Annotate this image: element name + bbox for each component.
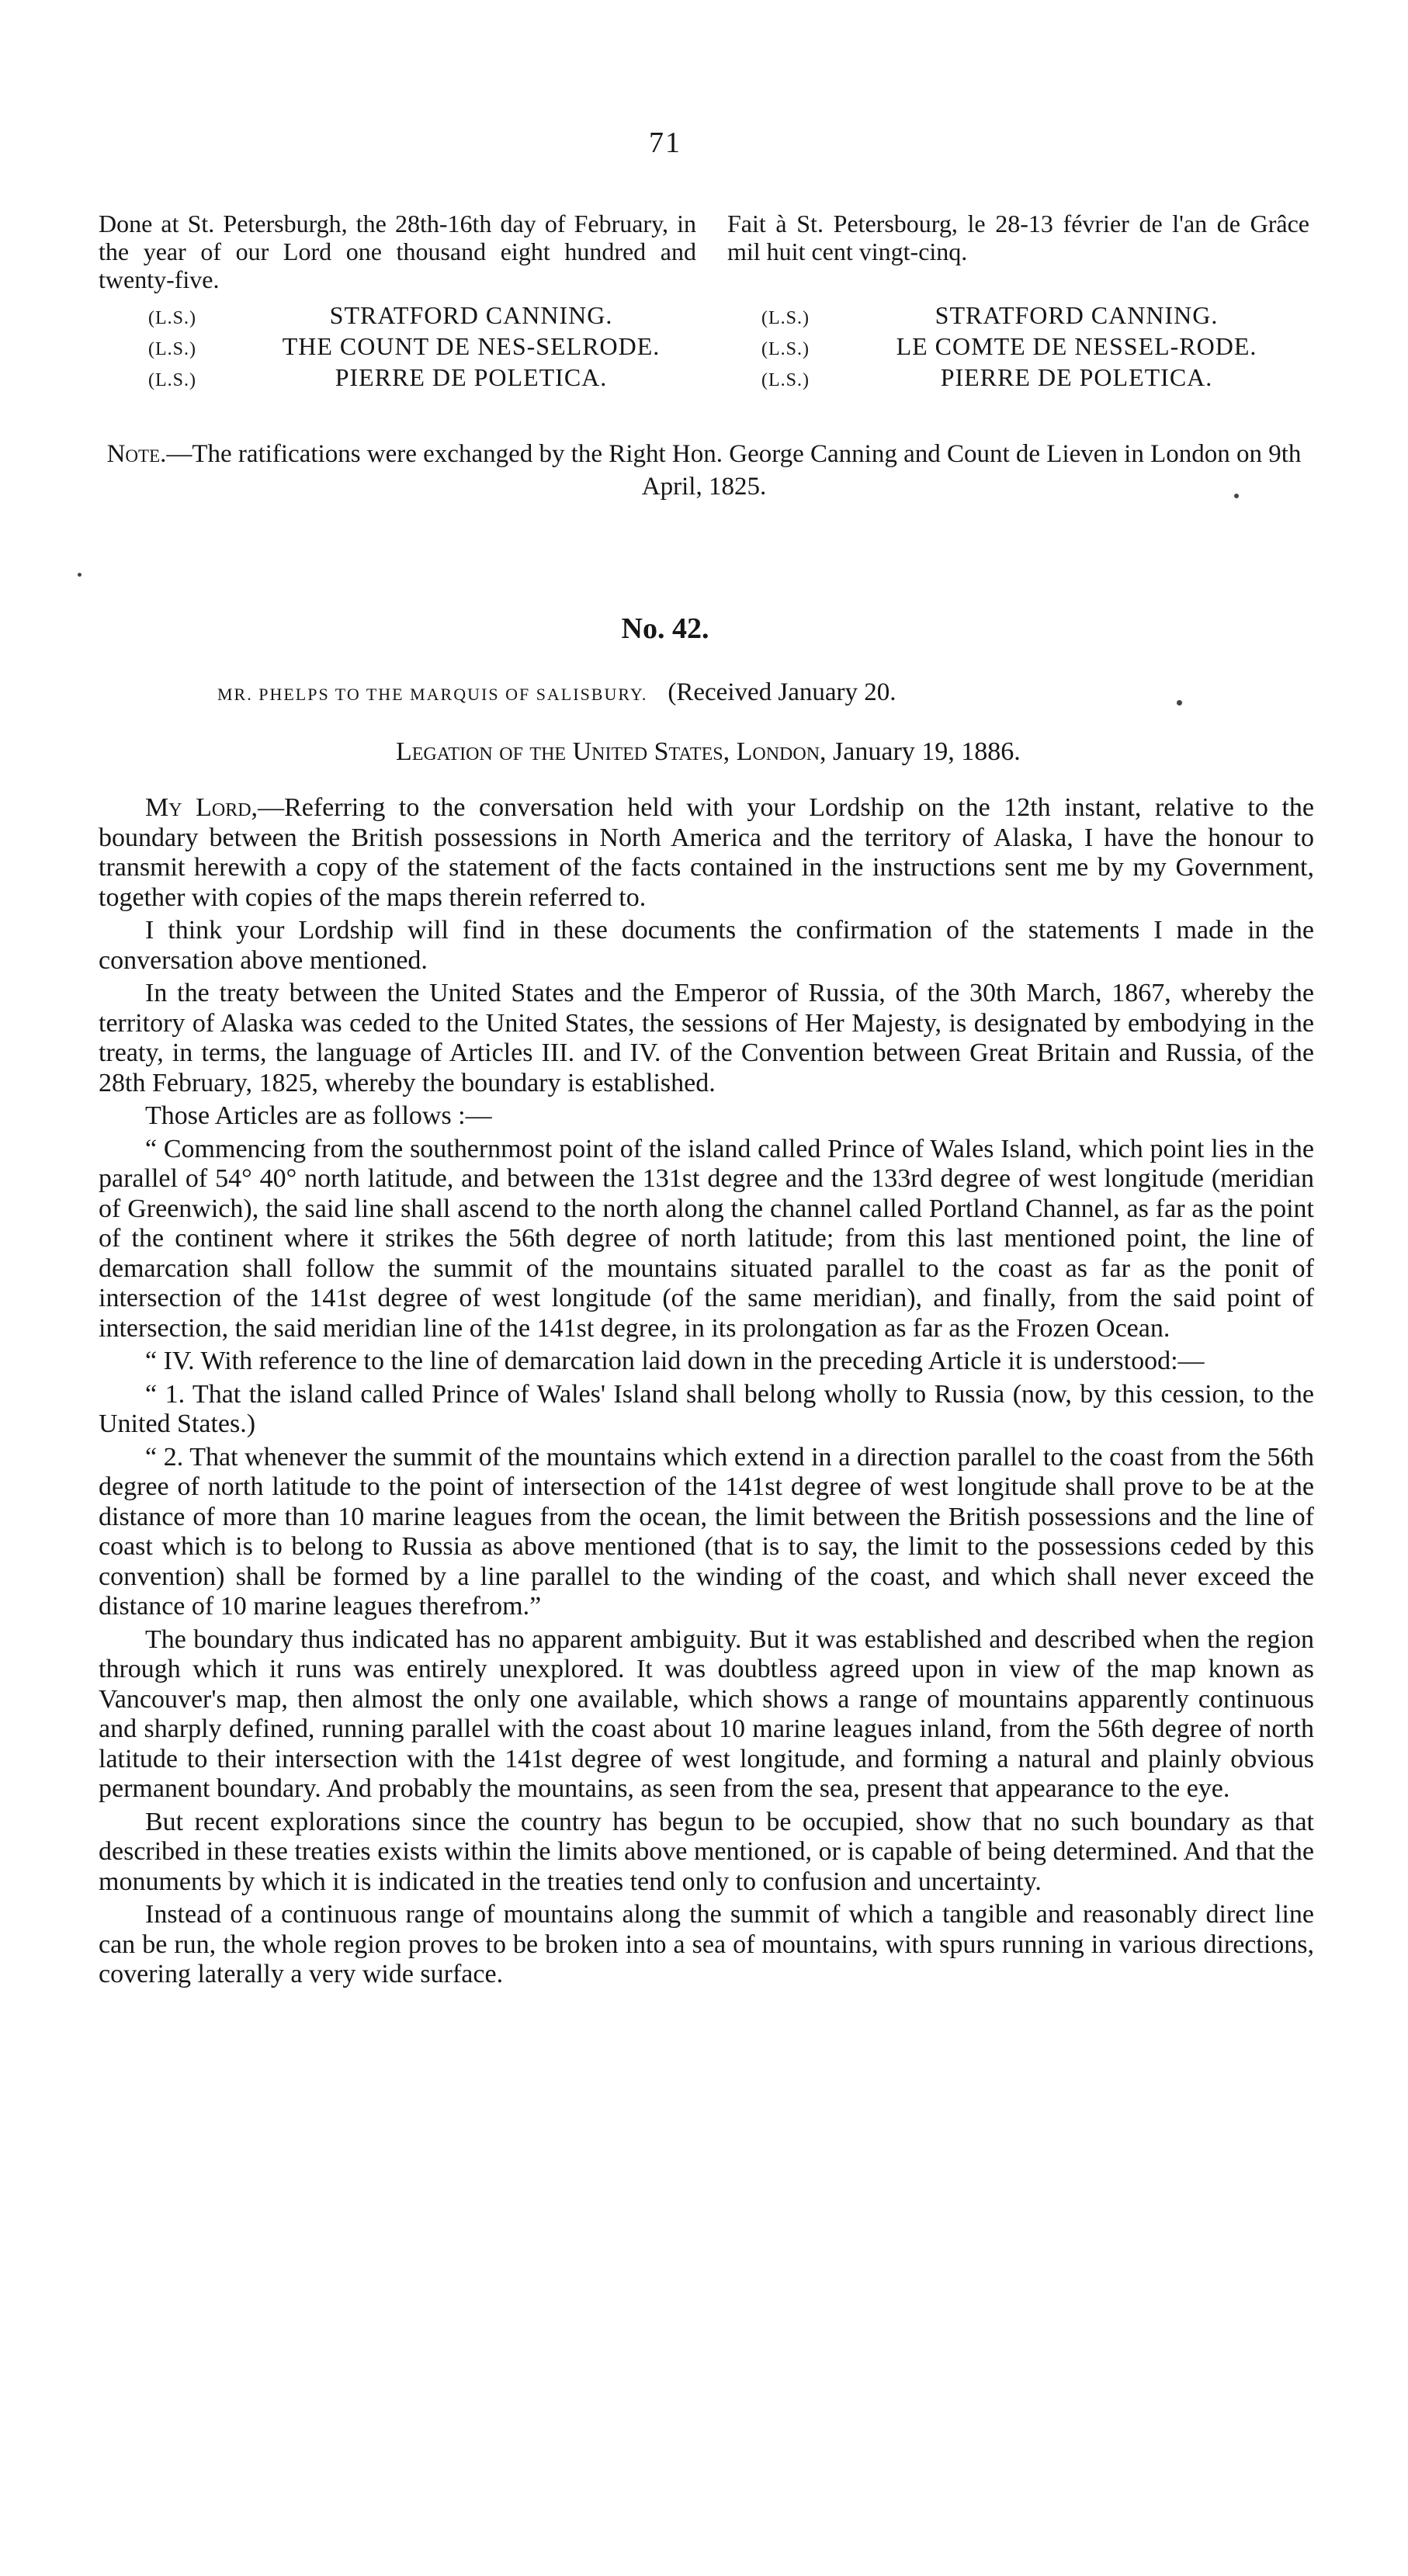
signatory-name: STRATFORD CANNING. — [935, 301, 1219, 329]
signatory-name: PIERRE DE POLETICA. — [940, 363, 1213, 391]
seal-mark: (L.S.) — [148, 308, 196, 328]
signatory-name: STRATFORD CANNING. — [329, 301, 613, 329]
body-paragraph: Those Articles are as follows :— — [145, 1101, 492, 1130]
ratification-note — [99, 438, 1309, 503]
body-paragraph: The boundary thus indicated has no apparent ambiguity. But it was established and described when the region through which it runs was entirely unexplored. It was doubtless agreed upon in view of the map known as Vancouver's map, then almost the only one available, which shows a range of mountains apparently continuous and sharply defined, running parallel with the coast about 10 marine leagues inland, from the 56th degree of north latitude to their intersection with the 141st degree of west longitude, and forming a natural and plainly obvious permanent boundary. And probably the mountains, as seen from the sea, present that appearance to the eye. — [99, 1624, 1314, 1803]
letter-body — [99, 793, 1314, 1993]
dateline — [396, 737, 1327, 767]
seal-mark: (L.S.) — [148, 339, 196, 359]
english-closing-text: Done at St. Petersburgh, the 28th-16th day of February, in the year of our Lord one thousand eight hundred and twenty-five. — [99, 210, 696, 293]
signatory-name: THE COUNT DE NES-SELRODE. — [282, 332, 661, 360]
quoted-article: “ 1. That the island called Prince of Wales' Island shall belong wholly to Russia (now, by this cession, to the United States.) — [99, 1379, 1314, 1438]
seal-mark: (L.S.) — [761, 308, 810, 328]
seal-mark: (L.S.) — [761, 339, 810, 359]
seal-mark: (L.S.) — [761, 370, 810, 390]
body-paragraph: But recent explorations since the country has begun to be occupied, show that no such boundary as that described in these treaties exists within the limits above mentioned, or is capable of being determined. And that the monuments by which it is indicated in the treaties tend only to confusion and uncertainty. — [99, 1807, 1314, 1896]
body-paragraph: I think your Lordship will find in these documents the confirmation of the statements I made in the conversation above mentioned. — [99, 916, 1314, 975]
signature-row — [727, 363, 1309, 394]
french-column — [727, 210, 1309, 394]
seal-mark: (L.S.) — [148, 370, 196, 390]
print-speck — [1234, 494, 1239, 498]
note-label: Note. — [106, 440, 167, 468]
body-paragraph: In the treaty between the United States and the Emperor of Russia, of the 30th March, 1867, whereby the territory of Alaska was ceded to the United States, the sessions of Her Majesty, is designated by embodying in the treaty, in terms, the language of Articles III. and IV. of the Convention between Great Britain and Russia, of the 28th February, 1825, whereby the boundary is established. — [99, 979, 1314, 1097]
letter-title: MR. PHELPS TO THE MARQUIS OF SALISBURY. — [217, 685, 648, 704]
signatory-name: LE COMTE DE NESSEL-RODE. — [896, 332, 1257, 360]
received-date: (Received January 20. — [668, 678, 896, 706]
english-column — [99, 210, 696, 394]
print-speck — [78, 573, 81, 577]
body-paragraph — [99, 793, 1314, 913]
treaty-closing-columns — [99, 210, 1309, 394]
document-number: No. 42. — [621, 612, 709, 645]
signature-row — [99, 332, 696, 363]
print-speck — [1177, 700, 1182, 706]
quoted-article: “ 2. That whenever the summit of the mountains which extend in a direction parallel to the coast from the 56th degree of north latitude to the point of intersection of the 141st degree of west longitude shall prove to be at the distance of more than 10 marine leagues from the ocean, the limit between the British possessions and the line of coast which is to belong to Russia as above mentioned (that is to say, the limit to the possessions ceded by this convention) shall be formed by a line parallel to the winding of the coast, and which shall never exceed the distance of 10 marine leagues therefrom.” — [99, 1442, 1314, 1621]
note-text: —The ratifications were exchanged by the Right Hon. George Canning and Count de Lieven in London on 9th April, 1825. — [166, 440, 1302, 501]
page-number: 71 — [649, 127, 681, 159]
signatory-name: PIERRE DE POLETICA. — [335, 363, 608, 391]
paragraph-text: —Referring to the conversation held with your Lordship on the 12th instant, relative to the boundary between the British possessions in North America and the territory of Alaska, I have the honour to transmit herewith a copy of the statement of the facts contained in the instructions sent me by my Government, together with copies of the maps therein referred to. — [99, 793, 1314, 912]
french-closing-text: Fait à St. Petersbourg, le 28-13 février de l'an de Grâce mil huit cent vingt-cinq. — [727, 210, 1309, 265]
quoted-article: “ IV. With reference to the line of demarcation laid down in the preceding Article it is understood:— — [145, 1347, 1205, 1375]
signature-row — [99, 301, 696, 332]
letter-heading — [217, 678, 1226, 707]
body-paragraph: Instead of a continuous range of mountains along the summit of which a tangible and reasonably direct line can be run, the whole region proves to be broken into a sea of mountains, with spurs running in various directions, covering laterally a very wide surface. — [99, 1900, 1314, 1988]
signature-row — [727, 301, 1309, 332]
dateline-date: January 19, 1886. — [833, 737, 1021, 766]
signature-row — [727, 332, 1309, 363]
quoted-article: “ Commencing from the southernmost point of the island called Prince of Wales Island, which point lies in the parallel of 54° 40° north latitude, and between the 131st degree and the 133rd degree of west longitude (meridian of Greenwich), the said line shall ascend to the north along the channel called Portland Channel, as far as the point of the continent where it strikes the 56th degree of north latitude; from this last mentioned point, the line of demarcation shall follow the summit of the mountains situated parallel to the coast as far as the ponit of intersection of the 141st degree of west longitude (of the same meridian), and finally, from the said point of intersection, the said meridian line of the 141st degree, in its prolongation as far as the Frozen Ocean. — [99, 1134, 1314, 1343]
signature-row — [99, 363, 696, 394]
salutation: My Lord, — [145, 793, 258, 822]
dateline-place: Legation of the United States, London, — [396, 737, 827, 766]
